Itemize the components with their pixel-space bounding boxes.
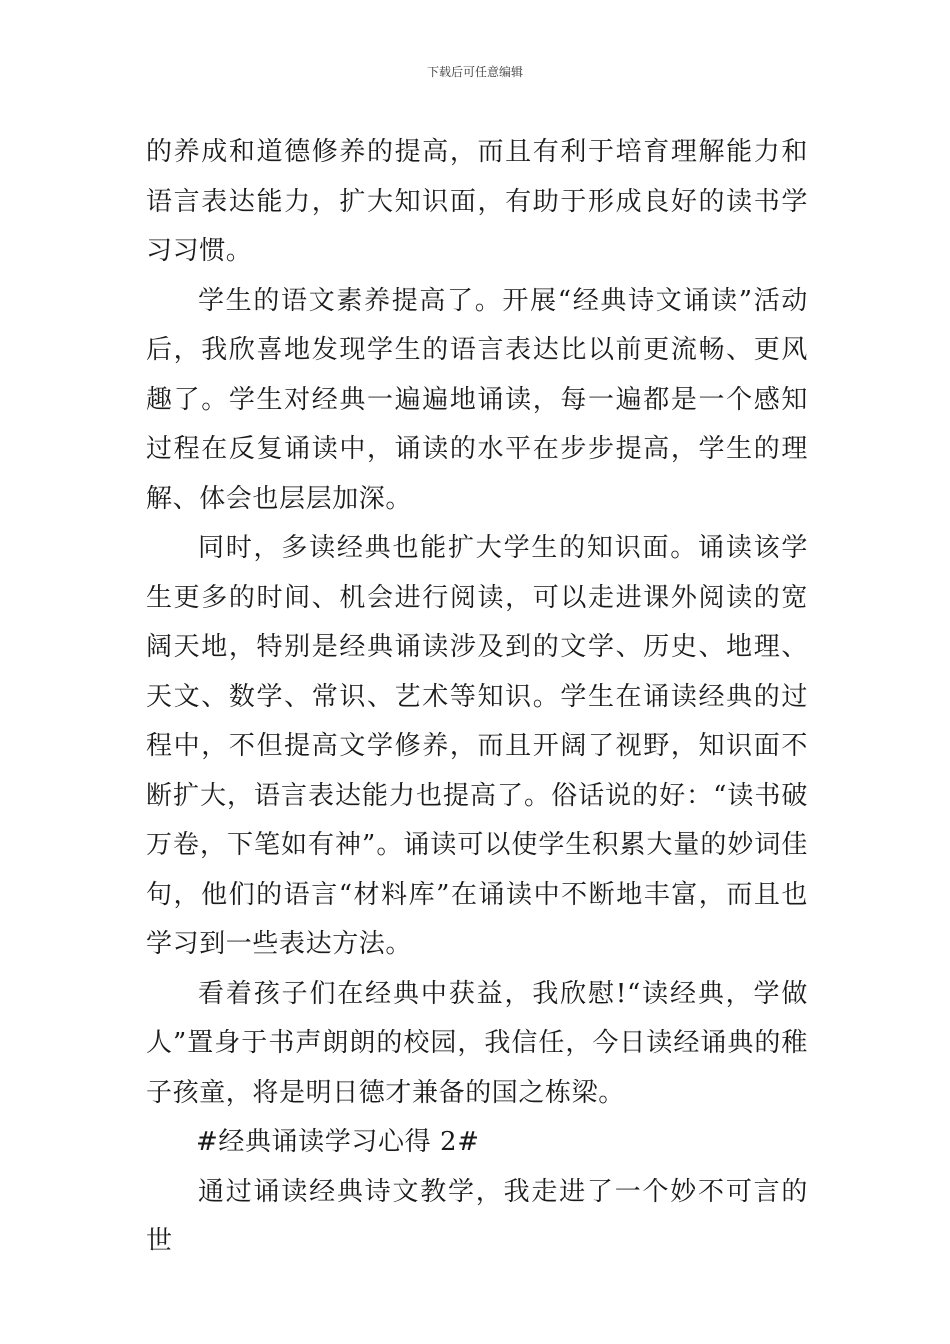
document-body [146, 128, 808, 1267]
paragraph-knowledge: 同时，多读经典也能扩大学生的知识面。诵读该学生更多的时间、机会进行阅读，可以走进课外阅读的宽阔天地，特别是经典诵读涉及到的文学、历史、地理、天文、数学、常识、艺术等知识。学生在诵读经典的过程中，不但提高文学修养，而且开阔了视野，知识面不断扩大，语言表达能力也提高了。俗话说的好：“读书破万卷，下笔如有神”。诵读可以使学生积累大量的妙词佳句，他们的语言“材料库”在诵读中不断地丰富，而且也学习到一些表达方法。 [146, 533, 808, 959]
page-header-note: 下载后可任意编辑 [426, 65, 523, 79]
paragraph-continued: 的养成和道德修养的提高，而且有利于培育理解能力和语言表达能力，扩大知识面，有助于形成良好的读书学习习惯。 [146, 137, 808, 266]
paragraph-literacy: 学生的语文素养提高了。开展“经典诗文诵读”活动后，我欣喜地发现学生的语言表达比以前更流畅、更风趣了。学生对经典一遍遍地诵读，每一遍都是一个感知过程在反复诵读中，诵读的水平在步步提高，学生的理解、体会也层层加深。 [146, 285, 808, 514]
paragraph-next-section: 通过诵读经典诗文教学，我走进了一个妙不可言的世 [146, 1176, 808, 1256]
section-heading: #经典诵读学习心得 2# [196, 1127, 480, 1157]
paragraph-conclusion: 看着孩子们在经典中获益，我欣慰!“读经典，学做人”置身于书声朗朗的校园，我信任，今日读经诵典的稚子孩童，将是明日德才兼备的国之栋梁。 [146, 978, 808, 1108]
